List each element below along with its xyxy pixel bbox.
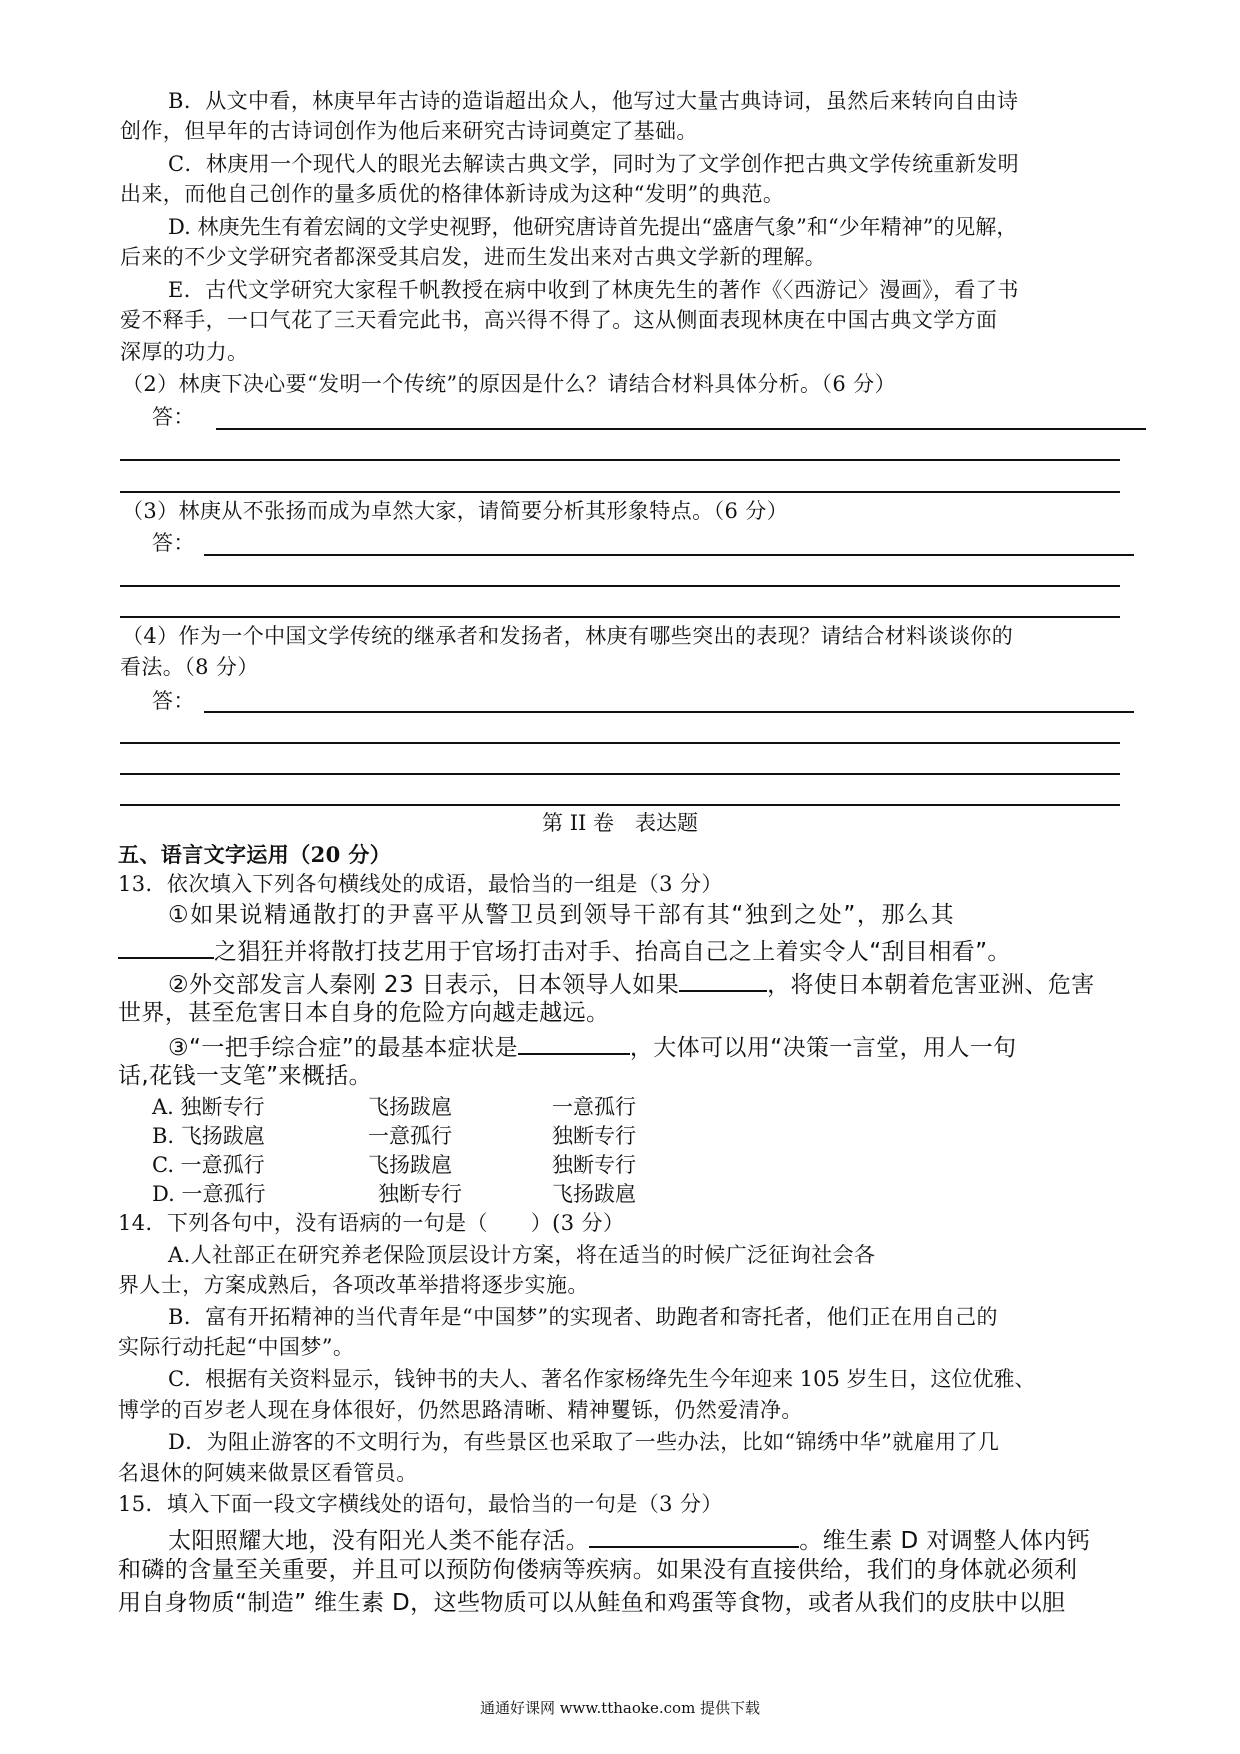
answer-label: 答：	[152, 531, 195, 555]
q13-option-d-1: D. 一意孤行	[152, 1182, 266, 1206]
q15-stem: 15．填入下面一段文字横线处的语句，最恰当的一句是（3 分）	[118, 1492, 723, 1516]
q13-sentence2-text-tail: ，将使日本朝着危害亚洲、危害	[767, 972, 1095, 998]
q15-paragraph-text: 太阳照耀大地，没有阳光人类不能存活。	[168, 1528, 590, 1554]
fill-blank[interactable]	[118, 933, 214, 959]
q13-sentence2-line2: 世界，甚至危害日本自身的危险方向越走越远。	[118, 1000, 610, 1026]
q13-sentence1-text: 之猖狂并将散打技艺用于官场打击对手、抬高自己之上着实令人“刮目相看”。	[214, 939, 1011, 965]
q13-option-c-1: C. 一意孤行	[152, 1153, 265, 1177]
answer-label: 答：	[152, 689, 195, 713]
q13-option-a-2: 飞扬跋扈	[368, 1095, 452, 1119]
q14-stem: 14．下列各句中，没有语病的一句是（ ）(3 分）	[118, 1211, 625, 1235]
q12-option-e-line1: E．古代文学研究大家程千帆教授在病中收到了林庚先生的著作《〈西游记〉漫画》，看了书	[168, 278, 1019, 302]
fill-blank[interactable]	[518, 1029, 630, 1055]
q13-option-a-1: A. 独断专行	[152, 1095, 265, 1119]
q13-option-c-3: 独断专行	[552, 1153, 636, 1177]
q13-sentence3-text: ③“一把手综合症”的最基本症状是	[168, 1035, 518, 1061]
answer-line[interactable]	[204, 554, 1134, 556]
q13-sentence3-text-tail: ，大体可以用“决策一言堂，用人一句	[629, 1035, 1017, 1061]
answer-line[interactable]	[216, 428, 1146, 430]
q14-option-b-line2: 实际行动托起“中国梦”。	[118, 1335, 355, 1359]
page-footer: 通通好课网 www.tthaoke.com 提供下载	[479, 1699, 761, 1717]
q14-option-a-line1: A.人社部正在研究养老保险顶层设计方案，将在适当的时候广泛征询社会各	[168, 1243, 876, 1267]
answer-line[interactable]	[120, 491, 1120, 493]
q13-option-d-3: 飞扬跋扈	[552, 1182, 636, 1206]
q12-option-e-line2: 爱不释手，一口气花了三天看完此书，高兴得不得了。这从侧面表现林庚在中国古典文学方面	[120, 308, 998, 332]
q12-option-b-line2: 创作，但早年的古诗词创作为他后来研究古诗词奠定了基础。	[120, 119, 698, 143]
part2-title: 第 II 卷 表达题	[542, 811, 698, 835]
q15-paragraph-text-tail: 。维生素 D 对调整人体内钙	[799, 1528, 1091, 1554]
fill-blank[interactable]	[589, 1522, 799, 1548]
q14-option-b-line1: B．富有开拓精神的当代青年是“中国梦”的实现者、助跑者和寄托者，他们正在用自己的	[168, 1305, 998, 1329]
q13-stem: 13．依次填入下列各句横线处的成语，最恰当的一组是（3 分）	[118, 872, 723, 896]
answer-line[interactable]	[120, 742, 1120, 744]
q13-option-d-2: 独断专行	[378, 1182, 462, 1206]
q14-option-d-line2: 名退休的阿姨来做景区看管员。	[118, 1461, 418, 1485]
q12-option-d-line2: 后来的不少文学研究者都深受其启发，进而生发出来对古典文学新的理解。	[120, 245, 827, 269]
q14-option-a-line2: 界人士，方案成熟后，各项改革举措将逐步实施。	[118, 1273, 589, 1297]
q12-option-c-line2: 出来，而他自己创作的量多质优的格律体新诗成为这种“发明”的典范。	[120, 182, 785, 206]
q12-sub2-question: （2）林庚下决心要“发明一个传统”的原因是什么？请结合材料具体分析。（6 分）	[122, 372, 896, 396]
q12-option-e-line3: 深厚的功力。	[120, 340, 249, 364]
answer-line[interactable]	[120, 773, 1120, 775]
answer-line[interactable]	[120, 804, 1120, 806]
q15-paragraph-line3: 用自身物质“制造” 维生素 D，这些物质可以从鲑鱼和鸡蛋等食物，或者从我们的皮肤中以胆	[118, 1590, 1066, 1616]
answer-line[interactable]	[120, 616, 1120, 618]
q14-option-c-line1: C．根据有关资料显示，钱钟书的夫人、著名作家杨绛先生今年迎来 105 岁生日，这位优雅、	[168, 1367, 1036, 1391]
q14-option-c-line2: 博学的百岁老人现在身体很好，仍然思路清晰、精神矍铄，仍然爱清净。	[118, 1398, 803, 1422]
q13-option-b-2: 一意孤行	[368, 1124, 452, 1148]
q12-option-b-line1: B．从文中看，林庚早年古诗的造诣超出众人，他写过大量古典诗词，虽然后来转向自由诗	[168, 89, 1019, 113]
q12-sub4-question-line2: 看法。（8 分）	[120, 655, 259, 679]
fill-blank[interactable]	[679, 966, 767, 992]
q13-sentence2-text: ②外交部发言人秦刚 23 日表示，日本领导人如果	[168, 972, 680, 998]
q12-sub3-question: （3）林庚从不张扬而成为卓然大家，请简要分析其形象特点。（6 分）	[122, 499, 789, 523]
answer-line[interactable]	[120, 459, 1120, 461]
q12-option-d-line1: D. 林庚先生有着宏阔的文学史视野，他研究唐诗首先提出“盛唐气象”和“少年精神”的见解，	[168, 215, 1018, 239]
q13-sentence3-line1	[168, 1029, 1017, 1063]
q12-sub4-question-line1: （4）作为一个中国文学传统的继承者和发扬者，林庚有哪些突出的表现？请结合材料谈谈你的	[122, 624, 1014, 648]
q13-sentence1-line1: ①如果说精通散打的尹喜平从警卫员到领导干部有其“独到之处”，那么其	[168, 902, 956, 928]
answer-line[interactable]	[120, 585, 1120, 587]
q13-sentence2-line1	[168, 966, 1095, 1000]
q15-paragraph-line1	[168, 1522, 1090, 1556]
q15-paragraph-line2: 和磷的含量至关重要，并且可以预防佝偻病等疾病。如果没有直接供给，我们的身体就必须利	[118, 1557, 1078, 1583]
q13-sentence3-line2: 话,花钱一支笔”来概括。	[118, 1063, 373, 1089]
answer-label: 答：	[152, 405, 195, 429]
q13-sentence1-line2	[118, 933, 1011, 967]
section5-title: 五、语言文字运用（20 分）	[118, 842, 392, 867]
q14-option-d-line1: D．为阻止游客的不文明行为，有些景区也采取了一些办法，比如“锦绣中华”就雇用了几	[168, 1430, 1000, 1454]
q13-option-a-3: 一意孤行	[552, 1095, 636, 1119]
q13-option-c-2: 飞扬跋扈	[368, 1153, 452, 1177]
answer-line[interactable]	[204, 711, 1134, 713]
q12-option-c-line1: C．林庚用一个现代人的眼光去解读古典文学，同时为了文学创作把古典文学传统重新发明	[168, 152, 1020, 176]
q13-option-b-1: B. 飞扬跋扈	[152, 1124, 265, 1148]
q13-option-b-3: 独断专行	[552, 1124, 636, 1148]
